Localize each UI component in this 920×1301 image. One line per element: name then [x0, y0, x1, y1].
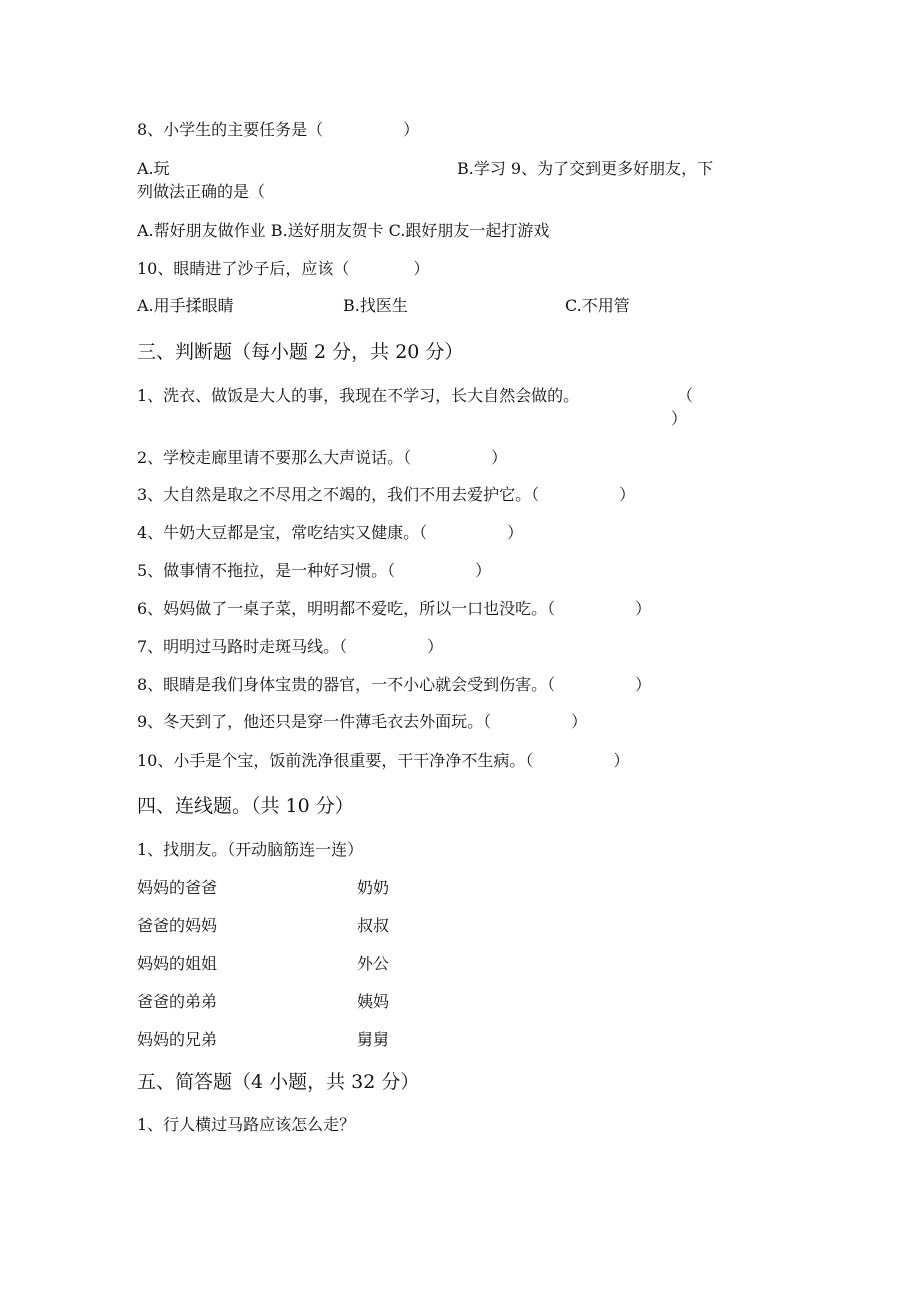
judge-question-4: 4、牛奶大豆都是宝，常吃结实又健康。（ ） — [137, 523, 524, 542]
matching-right-item: 舅舅 — [357, 1030, 390, 1049]
question-10-option-c: C.不用管 — [565, 296, 630, 315]
judge-question-5: 5、做事情不拖拉，是一种好习惯。（ ） — [137, 561, 492, 580]
judge-question-6: 6、妈妈做了一桌子菜，明明都不爱吃，所以一口也没吃。（ ） — [137, 599, 652, 618]
matching-left-item: 妈妈的兄弟 — [137, 1030, 218, 1049]
matching-right-item: 姨妈 — [357, 992, 390, 1011]
matching-left-item: 爸爸的妈妈 — [137, 916, 218, 935]
question-10-option-b: B.找医生 — [343, 296, 408, 315]
matching-right-item: 叔叔 — [357, 916, 390, 935]
section-3-heading: 三、判断题（每小题 2 分，共 20 分） — [137, 341, 464, 363]
judge-question-8: 8、眼睛是我们身体宝贵的器官，一不小心就会受到伤害。（ ） — [137, 675, 652, 694]
matching-left-item: 爸爸的弟弟 — [137, 992, 218, 1011]
section-5-heading: 五、简答题（4 小题，共 32 分） — [137, 1071, 420, 1093]
matching-right-item: 奶奶 — [357, 878, 390, 897]
matching-left-item: 妈妈的姐姐 — [137, 954, 218, 973]
question-9-options: A.帮好朋友做作业 B.送好朋友贺卡 C.跟好朋友一起打游戏 — [137, 221, 550, 240]
question-9-continued: 列做法正确的是（ — [137, 182, 266, 201]
question-8: 8、小学生的主要任务是（ ） — [137, 120, 420, 139]
question-8-option-b-question-9: B.学习 9、为了交到更多好朋友，下 — [457, 159, 714, 178]
section-4-heading: 四、连线题。（共 10 分） — [137, 795, 354, 817]
judge-question-10: 10、小手是个宝，饭前洗净很重要，干干净净不生病。（ ） — [137, 751, 630, 770]
question-10: 10、眼睛进了沙子后，应该（ ） — [137, 259, 430, 278]
judge-question-3: 3、大自然是取之不尽用之不竭的，我们不用去爱护它。（ ） — [137, 485, 636, 504]
matching-left-item: 妈妈的爸爸 — [137, 878, 218, 897]
short-answer-question-1: 1、行人横过马路应该怎么走？ — [137, 1115, 356, 1134]
judge-question-2: 2、学校走廊里请不要那么大声说话。（ ） — [137, 448, 508, 467]
matching-question-1: 1、找朋友。（开动脑筋连一连） — [137, 840, 364, 859]
judge-question-7: 7、明明过马路时走斑马线。（ ） — [137, 637, 444, 656]
judge-question-1: 1、洗衣、做饭是大人的事，我现在不学习，长大自然会做的。 — [137, 386, 580, 405]
matching-right-item: 外公 — [357, 954, 390, 973]
judge-question-1-open-paren: （ — [677, 386, 694, 405]
question-8-option-a: A.玩 — [137, 159, 170, 178]
judge-question-1-close-paren: ） — [671, 409, 688, 428]
question-10-option-a: A.用手揉眼睛 — [137, 296, 234, 315]
judge-question-9: 9、冬天到了，他还只是穿一件薄毛衣去外面玩。（ ） — [137, 712, 588, 731]
